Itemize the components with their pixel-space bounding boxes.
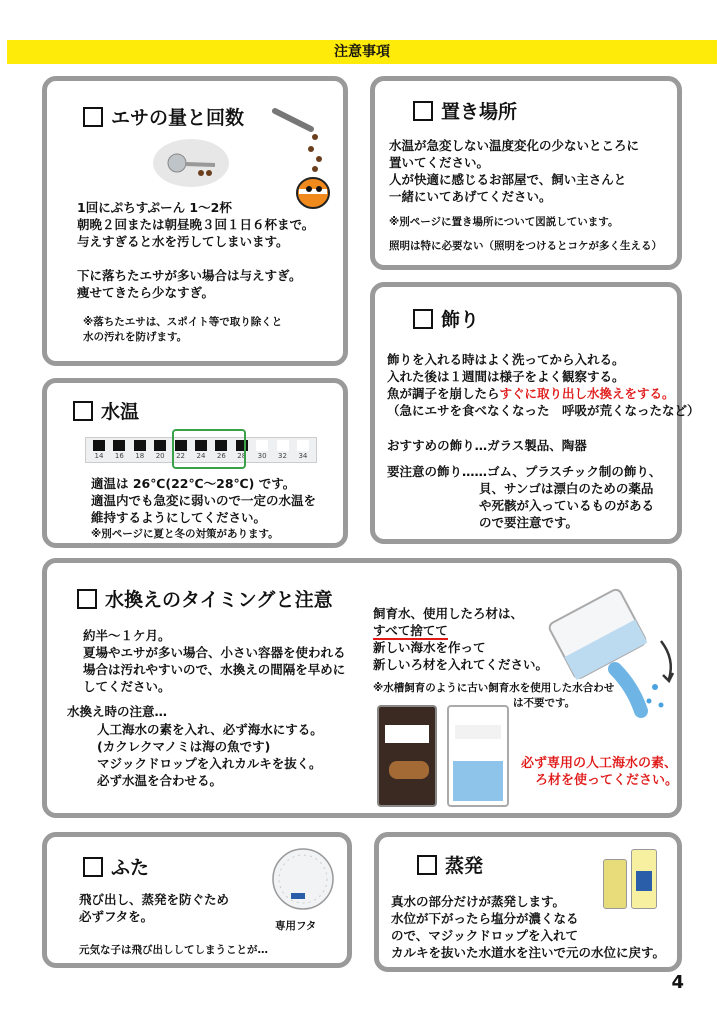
temp-text: 適温は 26℃(22℃～28℃) です。 適温内でも急変に弱いので一定の水温を 維持するようにしてください。 (91, 476, 317, 525)
lid-card (42, 832, 352, 968)
food-text-2: 下に落ちたエサが多い場合は与えすぎ。 痩せてきたら少なすぎ。 (77, 268, 302, 300)
temp-scale-label: 28 (237, 452, 247, 460)
temp-scale-label: 14 (94, 452, 104, 460)
water-notes: 人工海水の素を入れ、必ず海水にする。 (カクレクマノミは海の魚です) マジックドロップを入れカルキを抜く。 必ず水温を合わせる。 (97, 722, 323, 788)
place-text: 水温が急変しない温度変化の少ないところに 置いてください。 人が快適に感じるお部屋で、飼い主さんと 一緒にいてあげてください。 (389, 138, 640, 204)
temp-scale-cell (151, 440, 169, 462)
temp-scale-block (154, 440, 166, 451)
checkbox-icon[interactable] (417, 855, 437, 875)
decor-caution: 要注意の飾り……ゴム、プラスチック制の飾り、 貝、サンゴは漂白のための薬品 や死骸が入っているものがある ので要注意です。 (387, 464, 662, 530)
checkbox-icon[interactable] (83, 857, 103, 877)
water-card (42, 558, 682, 818)
decor-recommend: おすすめの飾り…ガラス製品、陶器 (387, 438, 587, 453)
lid-heading: ふた (83, 853, 149, 880)
pouring-container-icon (537, 583, 677, 723)
temp-heading: 水温 (73, 397, 139, 424)
food-heading: エサの量と回数 (83, 103, 244, 130)
water-heading: 水換えのタイミングと注意 (77, 585, 333, 612)
page-banner: 注意事項 (7, 40, 717, 64)
filter-media-package (447, 705, 509, 807)
temp-note: ※別ページに夏と冬の対策があります。 (91, 528, 279, 540)
evap-card (374, 832, 682, 972)
temp-scale-block (93, 440, 105, 451)
decor-card (370, 282, 700, 544)
temp-scale-block (113, 440, 125, 451)
temp-scale-cell (90, 440, 108, 462)
temp-scale-label: 16 (114, 452, 124, 460)
place-card (370, 76, 682, 270)
spoon-icon (151, 137, 231, 189)
temp-scale-label: 34 (298, 452, 308, 460)
optimal-range-highlight (172, 429, 246, 469)
lid-icon (271, 847, 335, 911)
temp-card (42, 378, 348, 548)
temp-scale-block (134, 440, 146, 451)
decor-text: 飾りを入れる時はよく洗ってから入れる。 入れた後は１週間は様子をよく観察する。 魚が調子を崩したらすぐに取り出し水換えをする。 （急にエサを食べなくなった 呼吸が荒くなったなど） (387, 352, 700, 418)
fish-eating-icon (269, 103, 345, 213)
temp-scale-label: 26 (216, 452, 226, 460)
temp-scale-cell (274, 440, 292, 462)
temp-scale-block (256, 440, 268, 451)
temp-scale-label: 30 (257, 452, 267, 460)
temp-scale-cell (294, 440, 312, 462)
temp-scale-cell (131, 440, 149, 462)
place-note-1: ※別ページに置き場所について図説しています。 (389, 216, 619, 228)
water-red-warning: 必ず専用の人工海水の素、 ろ材を使ってください。 (521, 756, 679, 788)
temp-scale-cell (253, 440, 271, 462)
temp-scale-label: 32 (278, 452, 287, 460)
temp-scale-label: 24 (196, 452, 206, 460)
place-note-2: 照明は特に必要ない（照明をつけるとコケが多く生える） (389, 240, 662, 252)
decor-heading: 飾り (413, 305, 479, 332)
temp-scale-label: 20 (155, 452, 165, 460)
temp-scale-label: 18 (135, 452, 145, 460)
checkbox-icon[interactable] (77, 589, 97, 609)
place-heading: 置き場所 (413, 97, 517, 124)
lid-note: 元気な子は飛び出ししてしまうことが… (79, 944, 268, 956)
food-text: 1回にぷちすぷーん 1～2杯 朝晩２回または朝昼晩３回１日６杯まで。 与えすぎると水を汚してしまいます。 (77, 200, 315, 249)
temp-scale-block (297, 440, 309, 451)
water-text: 約半～１ケ月。 夏場やエサが多い場合、小さい容器を使われる 場合は汚れやすいので、水換えの間隔を早めに してください。 (83, 628, 346, 694)
food-card (42, 76, 348, 366)
water-right-note: ※水槽飼育のように古い飼育水を使用した水合わせ は不要です。 (373, 682, 615, 709)
water-right-text: 飼育水、使用したろ材は、 すべて捨てて 新しい海水を作って 新しいろ材を入れてください。 (373, 606, 549, 672)
evap-heading: 蒸発 (417, 851, 483, 878)
lid-caption: 専用フタ (275, 920, 317, 932)
food-note: ※落ちたエサは、スポイト等で取り除くと 水の汚れを防げます。 (83, 316, 283, 343)
checkbox-icon[interactable] (73, 401, 93, 421)
page-number: 4 (671, 972, 684, 993)
checkbox-icon[interactable] (413, 101, 433, 121)
temp-scale-cell (110, 440, 128, 462)
sea-salt-package (377, 705, 437, 807)
checkbox-icon[interactable] (83, 107, 103, 127)
temp-scale-block (277, 440, 289, 451)
checkbox-icon[interactable] (413, 309, 433, 329)
temp-scale-label: 22 (176, 452, 186, 460)
water-notes-title: 水換え時の注意… (67, 704, 168, 719)
lid-text: 飛び出し、蒸発を防ぐため 必ずフタを。 (79, 892, 230, 924)
evap-text: 真水の部分だけが蒸発します。 水位が下がったら塩分が濃くなる ので、マジックドロップを入れて カルキを抜いた水道水を注いで元の水位に戻す。 (391, 894, 666, 960)
